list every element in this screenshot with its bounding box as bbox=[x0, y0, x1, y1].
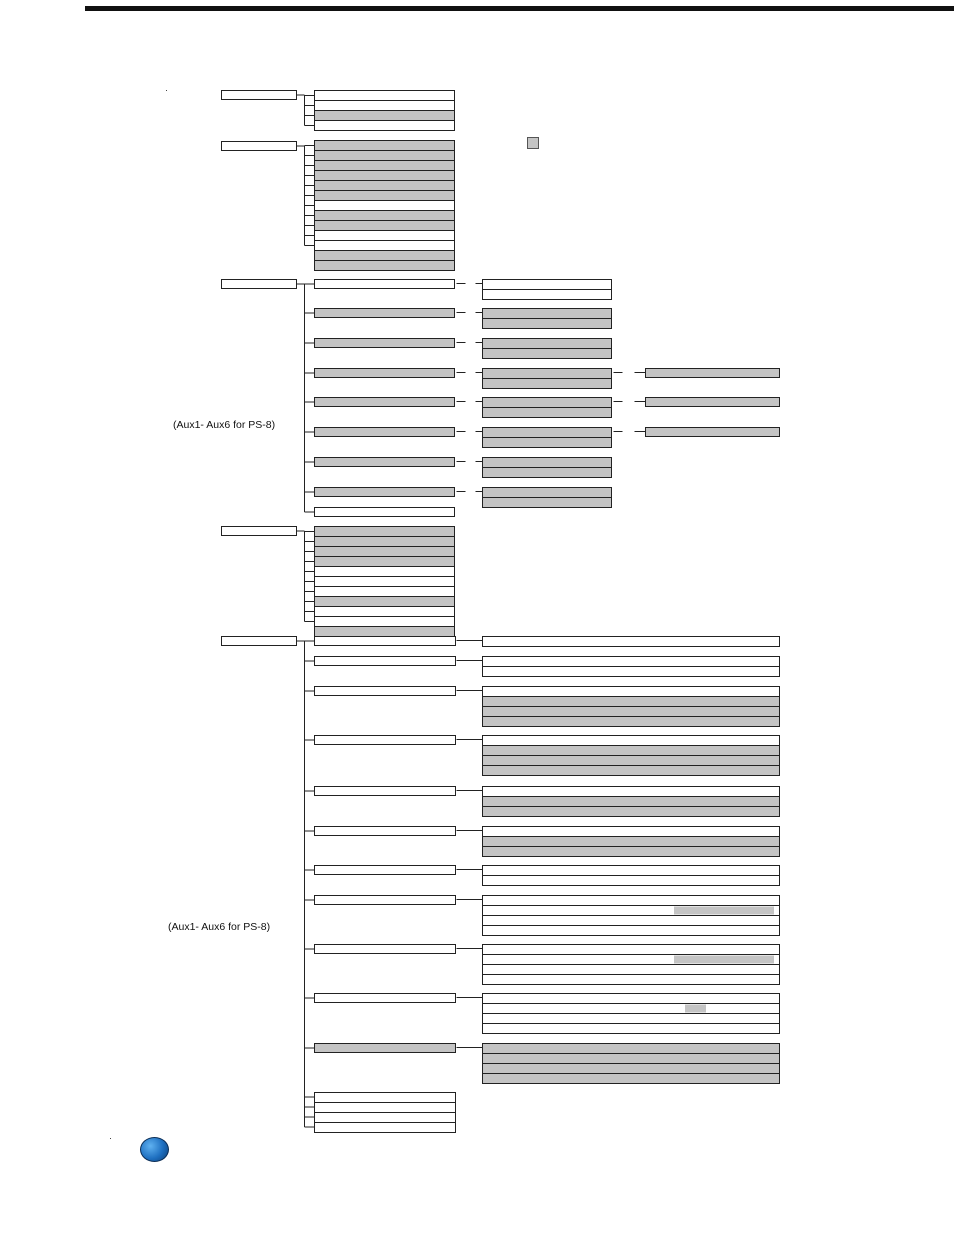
option-box bbox=[483, 290, 612, 300]
setting-row-box bbox=[483, 746, 780, 756]
submenu-box bbox=[315, 398, 455, 407]
submenu-box bbox=[315, 1044, 456, 1053]
option-box-extended bbox=[646, 369, 780, 378]
submenu-box bbox=[315, 994, 456, 1003]
menu-root-box bbox=[222, 280, 297, 289]
setting-row-box bbox=[483, 797, 780, 807]
submenu-box bbox=[315, 458, 455, 467]
submenu-box bbox=[315, 201, 455, 211]
setting-row-box bbox=[483, 787, 780, 797]
submenu-box bbox=[315, 557, 455, 567]
option-box bbox=[483, 498, 612, 508]
setting-row-box bbox=[483, 1044, 780, 1054]
submenu-box bbox=[315, 101, 455, 111]
option-box-extended bbox=[646, 398, 780, 407]
submenu-box bbox=[315, 945, 456, 954]
submenu-box bbox=[315, 261, 455, 271]
submenu-box bbox=[315, 577, 455, 587]
submenu-box bbox=[315, 896, 456, 905]
submenu-box bbox=[315, 309, 455, 318]
option-box bbox=[483, 349, 612, 359]
setting-row-box bbox=[483, 1074, 780, 1084]
submenu-box bbox=[315, 211, 455, 221]
setting-row-box bbox=[483, 926, 780, 936]
setting-row-box bbox=[483, 827, 780, 837]
setting-row-box bbox=[483, 847, 780, 857]
option-box bbox=[483, 458, 612, 468]
menu-root-box bbox=[222, 637, 297, 646]
submenu-box bbox=[315, 657, 456, 666]
submenu-box bbox=[315, 111, 455, 121]
setting-row-box bbox=[483, 994, 780, 1004]
submenu-box bbox=[315, 527, 455, 537]
option-box bbox=[483, 280, 612, 290]
submenu-box bbox=[315, 627, 455, 637]
option-box bbox=[483, 408, 612, 418]
setting-row-box bbox=[483, 975, 780, 985]
setting-row-box bbox=[483, 807, 780, 817]
submenu-box bbox=[315, 736, 456, 745]
setting-row-box bbox=[483, 717, 780, 727]
setting-row-box bbox=[483, 916, 780, 926]
setting-row-box bbox=[483, 876, 780, 886]
option-box bbox=[483, 468, 612, 478]
submenu-box bbox=[315, 597, 455, 607]
submenu-box bbox=[315, 537, 455, 547]
submenu-box bbox=[315, 241, 455, 251]
submenu-box bbox=[315, 369, 455, 378]
option-box bbox=[483, 309, 612, 319]
option-box bbox=[483, 379, 612, 389]
submenu-box bbox=[315, 617, 455, 627]
submenu-box bbox=[315, 191, 455, 201]
setting-row-box bbox=[483, 945, 780, 955]
submenu-box bbox=[315, 866, 456, 875]
setting-row-box bbox=[483, 707, 780, 717]
submenu-box bbox=[315, 508, 455, 517]
setting-row-box bbox=[483, 637, 780, 647]
setting-row-box bbox=[483, 1024, 780, 1034]
submenu-box bbox=[315, 567, 455, 577]
submenu-box bbox=[315, 141, 455, 151]
submenu-box bbox=[315, 1113, 456, 1123]
submenu-box bbox=[315, 161, 455, 171]
setting-row-box bbox=[483, 965, 780, 975]
submenu-box bbox=[315, 607, 455, 617]
submenu-box bbox=[315, 687, 456, 696]
aux-range-note-2: (Aux1- Aux6 for PS-8) bbox=[168, 921, 271, 933]
highlighted-value-box bbox=[685, 1005, 706, 1013]
submenu-box bbox=[315, 488, 455, 497]
setting-row-box bbox=[483, 1014, 780, 1024]
setting-row-box bbox=[483, 667, 780, 677]
option-box bbox=[483, 438, 612, 448]
option-box-extended bbox=[646, 428, 780, 437]
submenu-box bbox=[315, 339, 455, 348]
option-box bbox=[483, 488, 612, 498]
aux-range-note-1: (Aux1- Aux6 for PS-8) bbox=[173, 419, 276, 431]
submenu-box bbox=[315, 121, 455, 131]
option-box bbox=[483, 339, 612, 349]
submenu-box bbox=[315, 1103, 456, 1113]
setting-row-box bbox=[483, 1004, 780, 1014]
option-box bbox=[483, 369, 612, 379]
menu-root-box bbox=[222, 142, 297, 151]
menu-root-box bbox=[222, 91, 297, 100]
option-box bbox=[483, 319, 612, 329]
submenu-box bbox=[315, 231, 455, 241]
setting-row-box bbox=[483, 657, 780, 667]
submenu-box bbox=[315, 428, 455, 437]
submenu-box bbox=[315, 1093, 456, 1103]
submenu-box bbox=[315, 171, 455, 181]
setting-row-box bbox=[483, 697, 780, 707]
submenu-box bbox=[315, 280, 455, 289]
submenu-box bbox=[315, 787, 456, 796]
setting-row-box bbox=[483, 756, 780, 766]
highlighted-value-box bbox=[674, 907, 774, 915]
submenu-box bbox=[315, 637, 456, 646]
option-box bbox=[483, 428, 612, 438]
submenu-box bbox=[315, 1123, 456, 1133]
menu-root-box bbox=[222, 527, 297, 536]
submenu-box bbox=[315, 91, 455, 101]
option-box bbox=[483, 398, 612, 408]
setting-row-box bbox=[483, 736, 780, 746]
setting-row-box bbox=[483, 837, 780, 847]
setting-row-box bbox=[483, 866, 780, 876]
submenu-box bbox=[315, 547, 455, 557]
submenu-box bbox=[315, 151, 455, 161]
highlighted-value-box bbox=[674, 956, 774, 964]
setting-row-box bbox=[483, 896, 780, 906]
submenu-box bbox=[315, 827, 456, 836]
submenu-box bbox=[315, 221, 455, 231]
setting-row-box bbox=[483, 766, 780, 776]
setting-row-box bbox=[483, 687, 780, 697]
setting-row-box bbox=[483, 1054, 780, 1064]
setting-row-box bbox=[483, 1064, 780, 1074]
submenu-box bbox=[315, 251, 455, 261]
submenu-box bbox=[315, 181, 455, 191]
submenu-box bbox=[315, 587, 455, 597]
